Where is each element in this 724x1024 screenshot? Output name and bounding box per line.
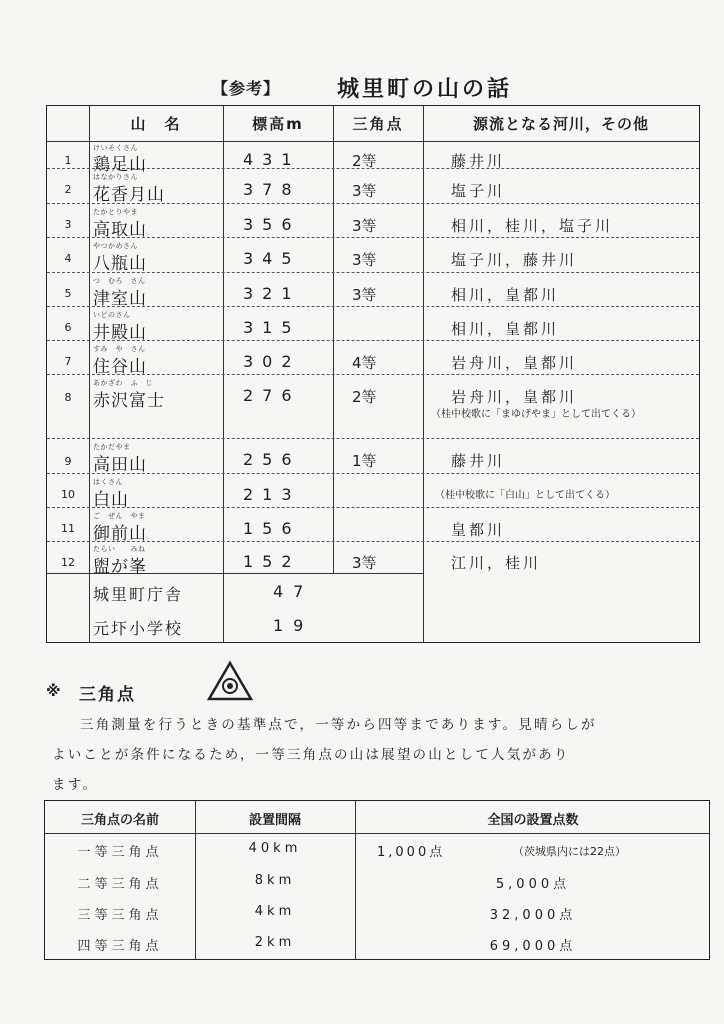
paragraph-line: ます。 xyxy=(52,777,99,793)
row-number: 5 xyxy=(64,287,72,300)
reference-name: 城里町庁舎 xyxy=(93,585,184,604)
mountain-elevation: 378 xyxy=(243,180,301,199)
river-note: （桂中校歌に「まゆげやま」として出てくる） xyxy=(431,409,641,420)
note-mark: ※ xyxy=(46,682,61,700)
mountain-ruby: つ むろ さん xyxy=(93,277,146,285)
triangulation-grade: 1等 xyxy=(352,452,377,470)
row-number: 9 xyxy=(64,455,72,468)
mountain-name: 津室山 xyxy=(93,289,147,309)
river-text: 岩舟川，皇都川 xyxy=(451,388,578,406)
row-number: 8 xyxy=(64,391,72,404)
reference-elevation: 19 xyxy=(273,616,314,635)
point-interval: 4km xyxy=(254,904,296,919)
mountain-elevation: 302 xyxy=(243,352,301,371)
row-number: 3 xyxy=(64,218,72,231)
row-number: 1 xyxy=(64,154,72,167)
triangulation-description xyxy=(52,710,720,800)
mountain-name: 赤沢富士 xyxy=(93,391,165,411)
reference-elevation: 47 xyxy=(273,582,314,601)
river-text: 岩舟川，皇都川 xyxy=(451,354,578,372)
mountain-ruby: たかだやま xyxy=(93,443,131,451)
river-text: 藤井川 xyxy=(451,152,506,170)
point-count: 1,000点 xyxy=(377,845,446,860)
header-point-name: 三角点の名前 xyxy=(80,813,159,828)
page-header xyxy=(0,72,724,104)
point-interval: 40km xyxy=(248,841,302,856)
row-number: 6 xyxy=(64,321,72,334)
point-name: 四等三角点 xyxy=(77,939,163,954)
point-name: 三等三角点 xyxy=(77,908,163,923)
mountain-elevation: 315 xyxy=(243,318,301,337)
mountain-ruby: はくさん xyxy=(93,478,123,486)
triangulation-grade: 3等 xyxy=(352,182,377,200)
river-text: 塩子川 xyxy=(451,182,506,200)
river-text: 江川，桂川 xyxy=(451,554,542,572)
row-number: 2 xyxy=(64,183,72,196)
row-number: 11 xyxy=(61,522,75,535)
mountain-ruby: たかとりやま xyxy=(93,208,138,216)
section-title: 三角点 xyxy=(79,685,136,705)
mountain-name: 井殿山 xyxy=(93,323,147,343)
point-name: 一等三角点 xyxy=(77,845,163,860)
row-number: 12 xyxy=(61,556,75,569)
row-number: 10 xyxy=(61,488,75,501)
mountain-name: 高取山 xyxy=(93,220,147,240)
row-number: 4 xyxy=(64,252,72,265)
mountain-name: 住谷山 xyxy=(93,357,147,377)
triangulation-table xyxy=(44,800,710,960)
mountain-elevation: 152 xyxy=(243,552,301,571)
mountain-elevation: 256 xyxy=(243,450,301,469)
point-count: 69,000点 xyxy=(489,939,577,954)
mountain-ruby: けいそくさん xyxy=(93,144,138,152)
mountain-ruby: あかざわ ふ じ xyxy=(93,379,153,387)
triangulation-grade: 3等 xyxy=(352,286,377,304)
point-interval: 2km xyxy=(254,935,296,950)
mountain-ruby: はなかりさん xyxy=(93,173,138,181)
mountain-elevation: 276 xyxy=(243,386,301,405)
page-title: 城里町の山の話 xyxy=(337,77,513,102)
row-divider xyxy=(47,507,699,508)
mountain-name: 花香月山 xyxy=(93,185,165,205)
header-mountain-name: 山 名 xyxy=(130,115,182,133)
triangulation-grade: 4等 xyxy=(352,354,377,372)
paragraph-line: よいことが条件になるため，一等三角点の山は展望の山として人気があり xyxy=(52,747,570,763)
point-count: 32,000点 xyxy=(489,908,577,923)
river-text: 塩子川，藤井川 xyxy=(451,251,578,269)
mountain-name: 白山 xyxy=(93,490,129,510)
river-text: 皇都川 xyxy=(451,521,506,539)
header-elevation: 標高m xyxy=(252,115,304,133)
point-name: 二等三角点 xyxy=(77,877,163,892)
river-text: 相川，皇都川 xyxy=(451,320,560,338)
mountain-elevation: 345 xyxy=(243,249,301,268)
reference-name: 元圷小学校 xyxy=(93,619,184,638)
mountain-name: 八瓶山 xyxy=(93,254,147,274)
mountain-name: 高田山 xyxy=(93,455,147,475)
river-note: （桂中校歌に「白山」として出てくる） xyxy=(435,490,615,501)
triangulation-grade: 3等 xyxy=(352,251,377,269)
river-text: 相川，桂川，塩子川 xyxy=(451,217,614,235)
triangulation-grade: 3等 xyxy=(352,554,377,572)
mountain-ruby: たらい みね xyxy=(93,545,146,553)
triangulation-point-icon xyxy=(206,660,254,702)
row-divider xyxy=(47,438,699,439)
header-rule xyxy=(45,833,709,834)
mountain-name: 鶏足山 xyxy=(93,155,147,175)
header-triangulation: 三角点 xyxy=(352,115,404,133)
header-count: 全国の設置点数 xyxy=(487,813,579,828)
mountain-table xyxy=(46,105,700,643)
mountain-name: 盥が峯 xyxy=(93,557,147,577)
mountain-elevation: 356 xyxy=(243,215,301,234)
mountain-ruby: やつかめさん xyxy=(93,242,138,250)
mountain-elevation: 431 xyxy=(243,150,301,169)
header-interval: 設置間隔 xyxy=(248,813,301,828)
triangulation-grade: 3等 xyxy=(352,217,377,235)
point-count-note: （茨城県内には22点） xyxy=(513,845,626,858)
river-text: 相川，皇都川 xyxy=(451,286,560,304)
triangulation-grade: 2等 xyxy=(352,152,377,170)
mountain-ruby: ご ぜん やま xyxy=(93,512,146,520)
header-rule xyxy=(47,141,699,142)
point-count: 5,000点 xyxy=(495,877,571,892)
triangulation-grade: 2等 xyxy=(352,388,377,406)
row-number: 7 xyxy=(64,355,72,368)
mountain-name: 御前山 xyxy=(93,524,147,544)
mountain-elevation: 156 xyxy=(243,519,301,538)
paragraph-line: 三角測量を行うときの基準点で，一等から四等まであります。見晴らしが xyxy=(80,717,597,733)
mountain-ruby: いどのさん xyxy=(93,311,131,319)
mountain-elevation: 321 xyxy=(243,284,301,303)
reference-label: 【参考】 xyxy=(212,79,281,98)
point-interval: 8km xyxy=(254,873,296,888)
header-river-other: 源流となる河川，その他 xyxy=(472,115,649,133)
mountain-elevation: 213 xyxy=(243,485,301,504)
river-text: 藤井川 xyxy=(451,452,506,470)
mountain-ruby: すみ や さん xyxy=(93,345,146,353)
